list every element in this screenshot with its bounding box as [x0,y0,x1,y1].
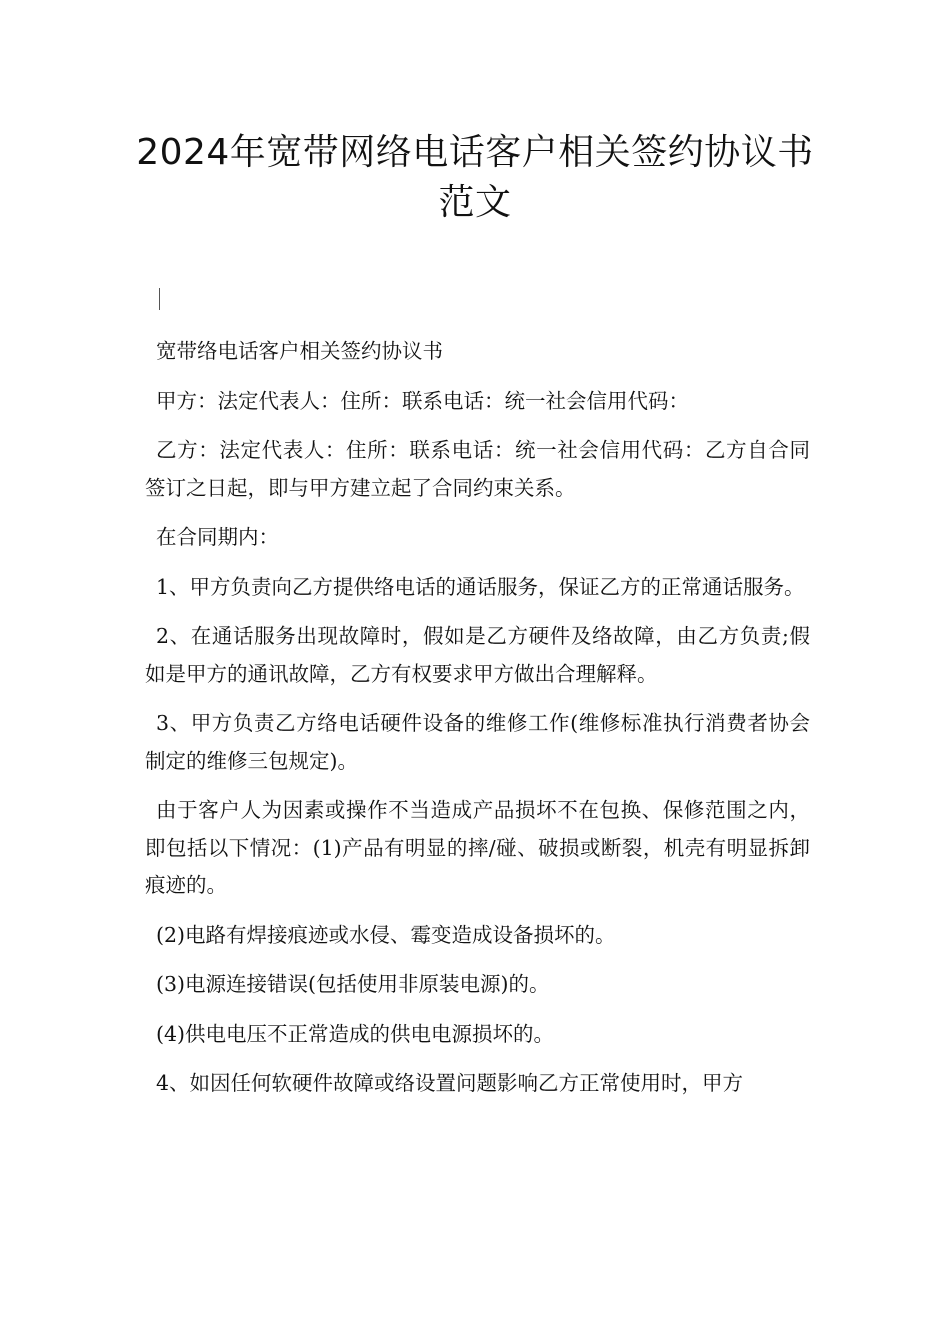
paragraph-party-b: 乙方：法定代表人：住所：联系电话：统一社会信用代码：乙方自合同签订之日起，即与甲方建立起了合同约束关系。 [145,438,810,500]
text-cursor-mark [159,288,160,310]
document-title: 2024年宽带网络电话客户相关签约协议书范文 [136,132,814,223]
paragraph-clause-2: 2、在通话服务出现故障时，假如是乙方硬件及络故障，由乙方负责;假如是甲方的通讯故障，乙方有权要求甲方做出合理解释。 [145,624,810,686]
paragraph-clause-1: 1、甲方负责向乙方提供络电话的通话服务，保证乙方的正常通话服务。 [156,574,805,599]
paragraph-exclusion-3: (3)电源连接错误(包括使用非原装电源)的。 [156,972,550,996]
paragraph-exclusion-4: (4)供电电压不正常造成的供电电源损坏的。 [156,1021,555,1046]
paragraph-contract-period: 在合同期内： [156,525,279,549]
paragraph-clause-4: 4、如因任何软硬件故障或络设置问题影响乙方正常使用时，甲方 [156,1071,744,1095]
document-body [145,333,810,1115]
paragraph-party-a: 甲方：法定代表人：住所：联系电话：统一社会信用代码： [156,388,689,413]
paragraph-clause-3: 3、甲方负责乙方络电话硬件设备的维修工作(维修标准执行消费者协会制定的维修三包规定)。 [145,711,810,773]
paragraph-agreement-name: 宽带络电话客户相关签约协议书 [156,339,443,363]
paragraph-exclusions: 由于客户人为因素或操作不当造成产品损坏不在包换、保修范围之内，即包括以下情况：(1)产品有明显的摔/碰、破损或断裂，机壳有明显拆卸痕迹的。 [145,798,810,897]
paragraph-exclusion-2: (2)电路有焊接痕迹或水侵、霉变造成设备损坏的。 [156,922,616,947]
